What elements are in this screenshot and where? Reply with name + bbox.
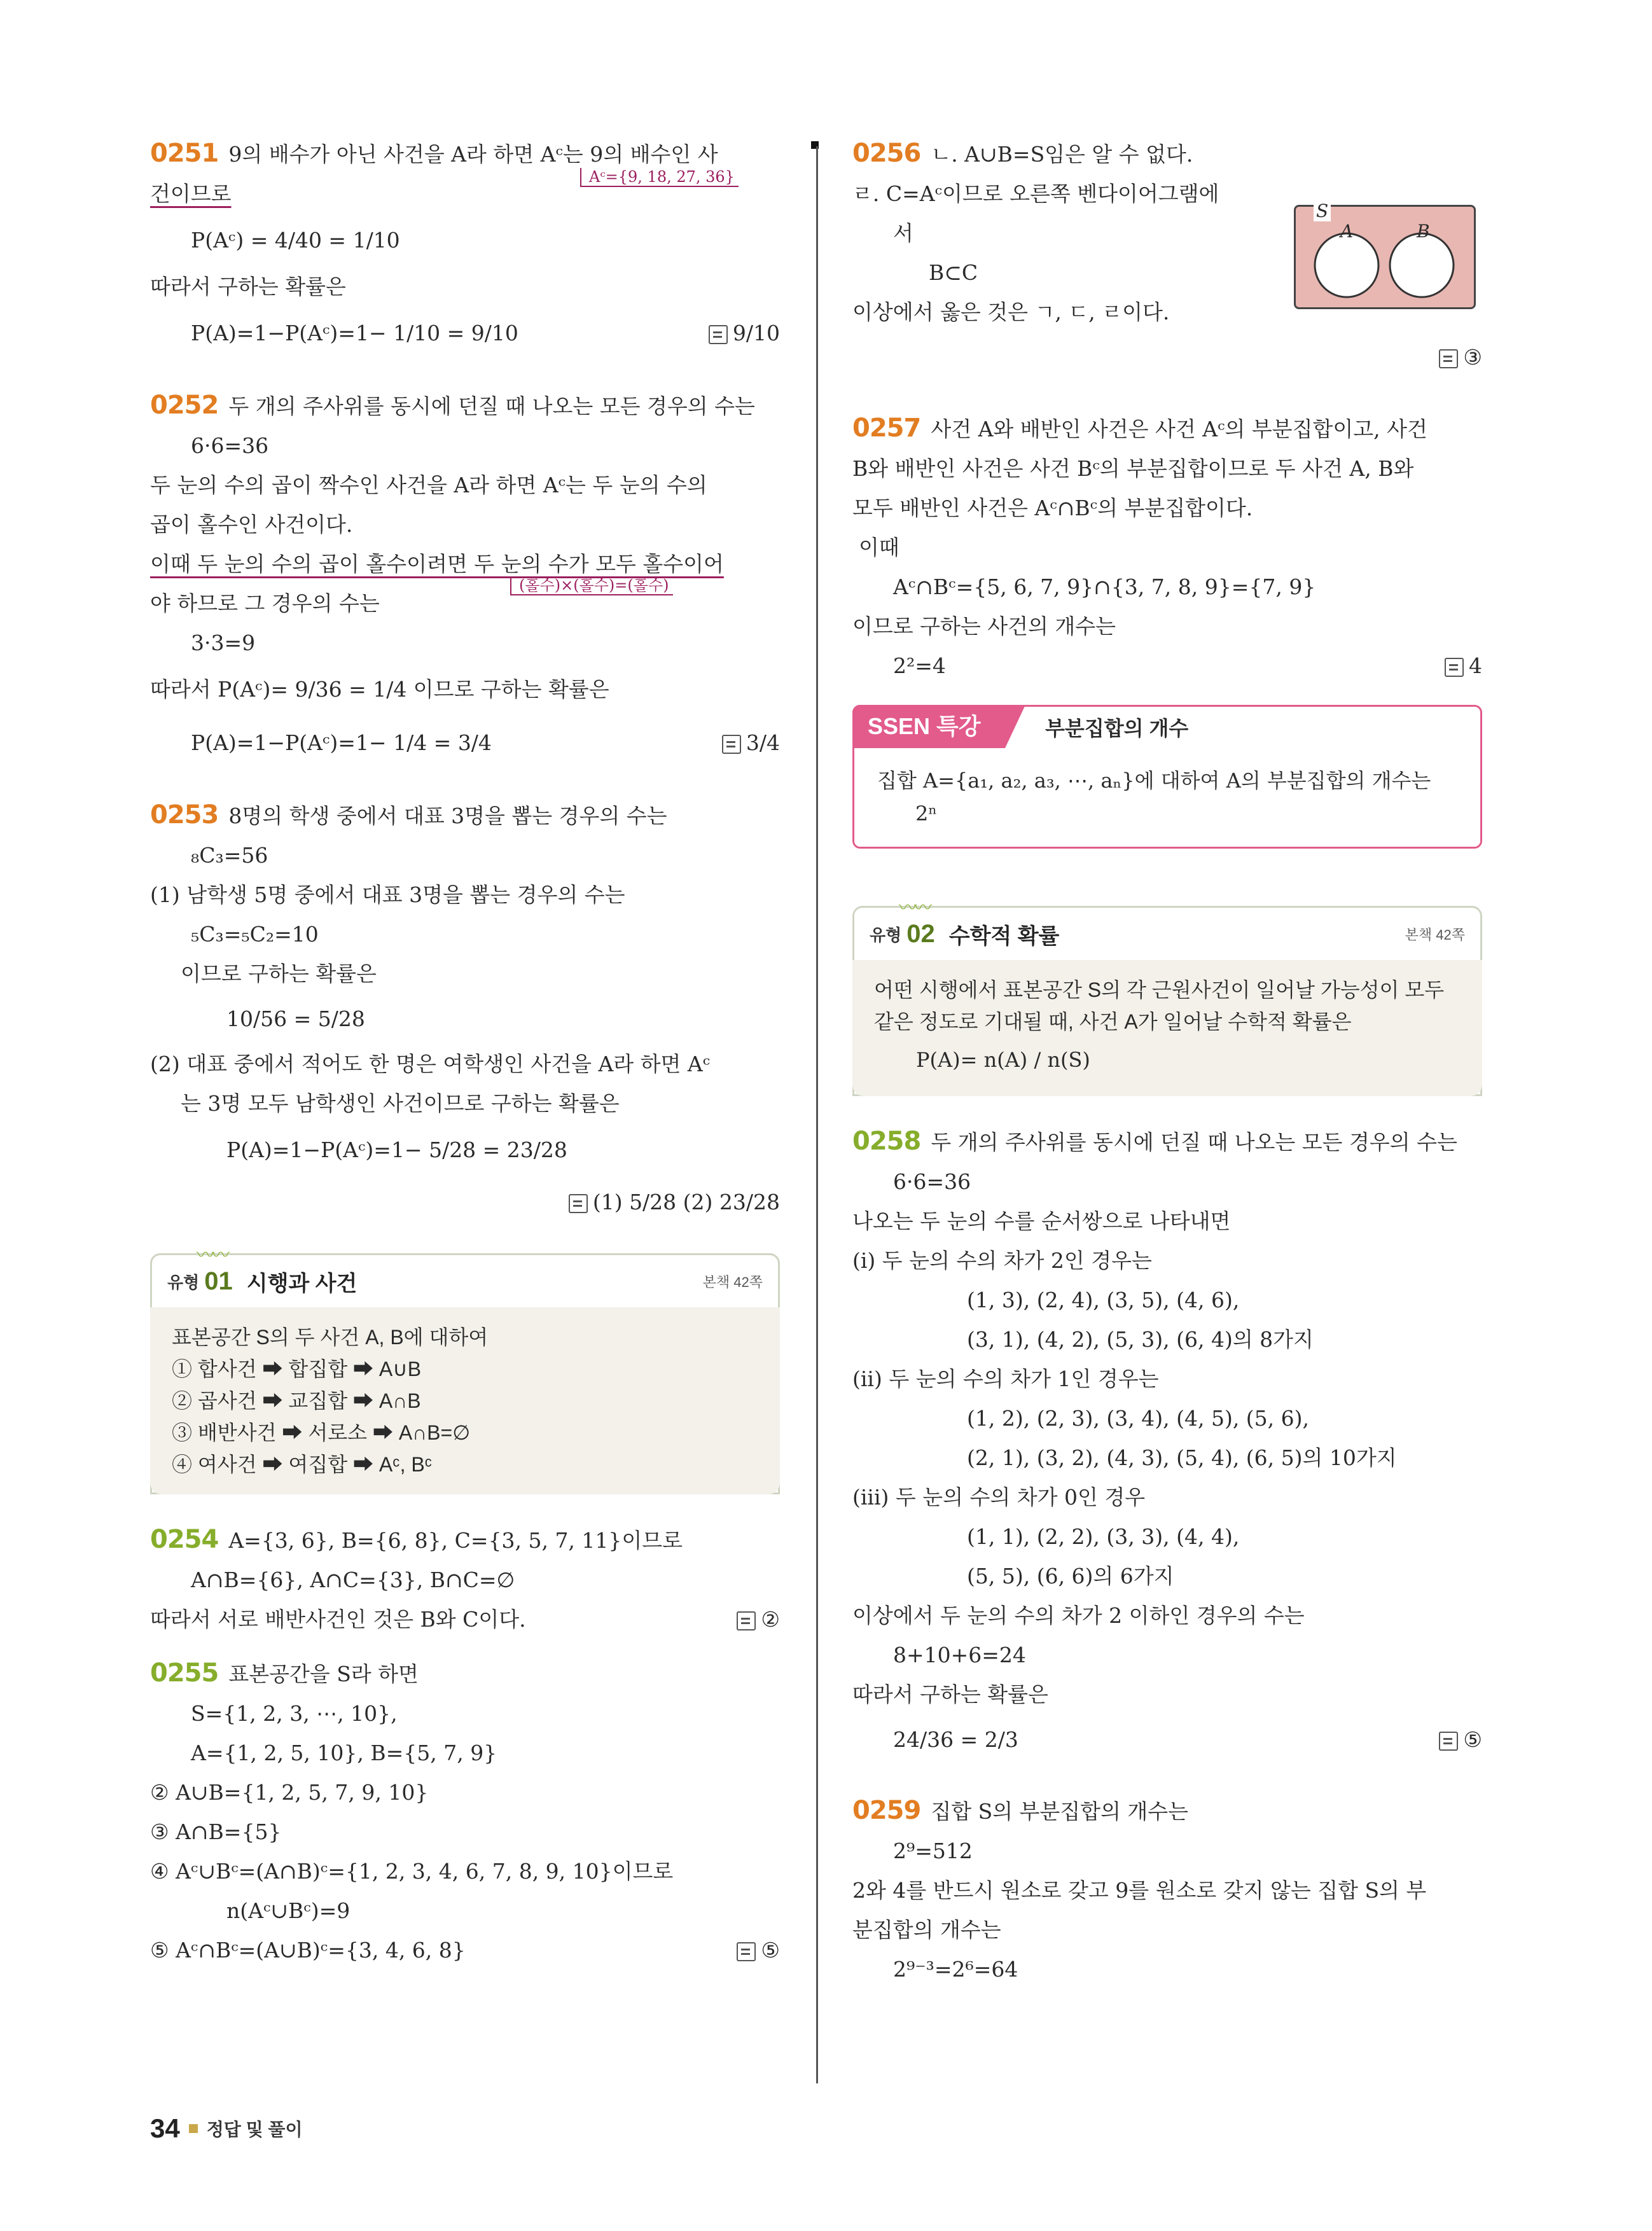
formula-line: P(A)=1−P(Aᶜ)=1− 1/4 = 3/4 [191,730,492,755]
text-line: ⑤ Aᶜ∩Bᶜ=(A∪B)ᶜ={3, 4, 6, 8} [150,1938,466,1963]
text-line: 같은 정도로 기대될 때, 사건 A가 일어날 수학적 확률은 [874,1010,1352,1033]
list-item: ② 곱사건 ➡ 교집합 ➡ A∩B [172,1389,421,1412]
formula-line: ₅C₃=₅C₂=10 [191,922,319,947]
problem-0257 [852,408,1482,686]
text-line: 표본공간을 S라 하면 [228,1662,419,1686]
answer-icon [737,1611,756,1630]
type-body [852,960,1482,1096]
venn-circle-a [1315,233,1378,297]
answer-icon [709,325,728,344]
problem-number: 0252 [150,391,219,420]
text-line: 야 하므로 그 경우의 수는 [150,591,380,616]
problem-0259 [852,1791,1482,1989]
page-reference: 본책 42쪽 [1405,926,1465,943]
venn-label-a: A [1340,221,1354,242]
answer-value: 4 [1469,653,1482,678]
formula-line: 2⁹⁻³=2⁶=64 [893,1957,1018,1982]
answer [722,716,780,770]
wavy-ornament-icon: 〰〰 [197,1244,228,1265]
text-line: (iii) 두 눈의 수의 차가 0인 경우 [852,1485,1146,1510]
problem-0254 [150,1520,780,1639]
formula-line: 8+10+6=24 [893,1643,1026,1667]
ssen-special-box [852,705,1482,849]
problem-number: 0258 [852,1127,921,1156]
answer [1439,345,1482,370]
ssen-badge: SSEN 특강 [852,705,1005,748]
problem-0252 [150,386,780,770]
problem-number: 0256 [852,139,921,168]
text-line: (i) 두 눈의 수의 차가 2인 경우는 [852,1248,1152,1273]
problem-0256 [852,134,1482,383]
ssen-body [877,764,1431,830]
answer-icon [569,1194,588,1213]
problem-number: 0251 [150,139,219,168]
text-line: 는 3명 모두 남학생인 사건이므로 구하는 확률은 [181,1091,620,1116]
formula-line: ₈C₃=56 [191,843,268,868]
list-item: ③ 배반사건 ➡ 서로소 ➡ A∩B=∅ [172,1421,471,1444]
text-line: 이상에서 두 눈의 수의 차가 2 이하인 경우의 수는 [852,1603,1305,1628]
formula-line: (3, 1), (4, 2), (5, 3), (6, 4)의 8가지 [967,1327,1314,1352]
text-line: 두 개의 주사위를 동시에 던질 때 나오는 모든 경우의 수는 [931,1130,1457,1155]
text-line: 이므로 구하는 확률은 [181,961,377,986]
problem-number: 0253 [150,800,219,830]
text-line: 8명의 학생 중에서 대표 3명을 뽑는 경우의 수는 [228,803,667,828]
formula-line: P(A)= n(A) / n(S) [916,1048,1090,1072]
answer [569,1190,780,1214]
answer [737,1600,780,1639]
formula-line: 10/56 = 5/28 [226,1006,365,1031]
type-title: 수학적 확률 [948,924,1060,949]
text-line: (2) 대표 중에서 적어도 한 명은 여학생인 사건을 A라 하면 Aᶜ [150,1052,711,1076]
problem-0251 [150,134,780,360]
answer-value: ⑤ [761,1938,780,1963]
formula-line: A∩B={6}, A∩C={3}, B∩C=∅ [191,1567,515,1592]
text-line: A={3, 6}, B={6, 8}, C={3, 5, 7, 11}이므로 [228,1528,683,1553]
formula-line: (1, 3), (2, 4), (3, 5), (4, 6), [967,1288,1240,1312]
text-line: 곱이 홀수인 사건이다. [150,512,353,537]
answer [1439,1714,1482,1765]
problem-number: 0255 [150,1658,219,1688]
answer-value: ⑤ [1463,1727,1482,1752]
answer [709,307,780,360]
text-line: 표본공간 S의 두 사건 A, B에 대하여 [172,1326,489,1349]
text-line: ③ A∩B={5} [150,1819,282,1844]
text-line: 따라서 구하는 확률은 [852,1682,1048,1707]
formula-line: Aᶜ∩Bᶜ={5, 6, 7, 9}∩{3, 7, 8, 9}={7, 9} [893,574,1316,599]
text-line: 집합 S의 부분집합의 개수는 [931,1799,1189,1824]
problem-number: 0254 [150,1525,219,1554]
square-bullet-icon [189,2124,198,2133]
type-label: 유형 [167,1272,200,1292]
left-column [150,134,780,1970]
page-number: 34 [150,2113,180,2143]
text-line: 어떤 시행에서 표본공간 S의 각 근원사건이 일어날 가능성이 모두 [874,978,1445,1001]
formula-line: 2ⁿ [915,802,938,826]
list-item: ④ 여사건 ➡ 여집합 ➡ Aᶜ, Bᶜ [172,1453,433,1476]
answer-icon [737,1942,756,1961]
type-title: 시행과 사건 [246,1271,357,1296]
annotation-note: (홀수)×(홀수)=(홀수) [510,576,673,595]
page-reference: 본책 42쪽 [702,1274,763,1290]
text-line: 나오는 두 눈의 수를 순서쌍으로 나타내면 [852,1209,1231,1234]
text-line: 2와 4를 반드시 원소로 갖고 9를 원소로 갖지 않는 집합 S의 부 [852,1878,1427,1903]
formula-line: (1, 1), (2, 2), (3, 3), (4, 4), [967,1524,1240,1549]
type-number: 01 [204,1267,233,1295]
venn-circle-b [1390,233,1454,297]
text-line: ㄴ. A∪B=S임은 알 수 없다. [931,142,1193,167]
text-line: 따라서 구하는 확률은 [150,274,346,299]
ssen-badge-tail [1005,705,1025,748]
right-column [852,134,1482,1989]
answer-icon [722,735,741,754]
text-line: 사건 A와 배반인 사건은 사건 Aᶜ의 부분집합이고, 사건 [931,417,1427,441]
formula-line: P(A)=1−P(Aᶜ)=1− 5/28 = 23/28 [226,1137,567,1162]
formula-line: 2⁹=512 [893,1838,973,1863]
text-line: ㄹ. C=Aᶜ이므로 오른쪽 벤다이어그램에 [852,181,1219,206]
text-line: (ii) 두 눈의 수의 차가 1인 경우는 [852,1366,1159,1391]
problem-0258 [852,1122,1482,1765]
type-02-box [852,897,1482,1096]
answer [1445,646,1482,686]
text-line: 분집합의 개수는 [852,1917,1001,1942]
answer-icon [1445,658,1464,677]
answer-value: 9/10 [732,321,780,345]
annotation-note: Aᶜ={9, 18, 27, 36} [580,168,739,187]
page-footer [150,2113,303,2144]
type-number: 02 [906,919,935,948]
answer-value: 3/4 [746,730,780,755]
problem-number: 0259 [852,1796,921,1825]
text-line: 이상에서 옳은 것은 ㄱ, ㄷ, ㄹ이다. [852,300,1170,324]
venn-label-s: S [1314,200,1331,221]
text-line: 이때 [859,535,899,560]
footer-title: 정답 및 풀이 [206,2120,303,2139]
venn-label-b: B [1417,221,1430,242]
text-line: B와 배반인 사건은 사건 Bᶜ의 부분집합이므로 두 사건 A, B와 [852,456,1414,481]
text-line: 모두 배반인 사건은 Aᶜ∩Bᶜ의 부분집합이다. [852,496,1253,520]
text-line: 집합 A={a₁, a₂, a₃, ⋯, aₙ}에 대하여 A의 부분집합의 개수는 [877,768,1431,793]
formula-line: 3·3=9 [191,630,256,655]
formula-line: 2²=4 [893,653,946,678]
formula-line: P(Aᶜ) = 4/40 = 1/10 [191,228,400,253]
answer-value: ③ [1463,345,1482,370]
formula-line: (5, 5), (6, 6)의 6가지 [967,1564,1174,1588]
formula-line: A={1, 2, 5, 10}, B={5, 7, 9} [191,1741,497,1765]
problem-0253 [150,795,780,1228]
type-label: 유형 [870,925,902,945]
formula-line: B⊂C [929,260,978,285]
text-line: 두 개의 주사위를 동시에 던질 때 나오는 모든 경우의 수는 [228,394,755,419]
answer-icon [1439,349,1458,368]
venn-diagram [1294,200,1476,309]
formula-line: (2, 1), (3, 2), (4, 3), (5, 4), (6, 5)의 10가지 [967,1445,1397,1470]
answer [737,1931,780,1970]
wavy-ornament-icon: 〰〰 [899,897,930,918]
text-line: 이므로 구하는 사건의 개수는 [852,614,1116,639]
text-line: 두 눈의 수의 곱이 짝수인 사건을 A라 하면 Aᶜ는 두 눈의 수의 [150,473,707,497]
column-divider [816,146,818,2083]
text-line: ④ Aᶜ∪Bᶜ=(A∩B)ᶜ={1, 2, 3, 4, 6, 7, 8, 9, 10}이므로 [150,1859,674,1884]
formula-line: n(Aᶜ∪Bᶜ)=9 [226,1898,351,1923]
text-line: 9의 배수가 아닌 사건을 A라 하면 Aᶜ는 9의 배수인 사 [228,142,718,167]
formula-line: (1, 2), (2, 3), (3, 4), (4, 5), (5, 6), [967,1406,1310,1431]
formula-line: 6·6=36 [893,1169,971,1194]
text-line: 따라서 P(Aᶜ)= 9/36 = 1/4 이므로 구하는 확률은 [150,677,609,702]
text-line: 따라서 서로 배반사건인 것은 B와 C이다. [150,1607,526,1632]
text-line: 건이므로 [150,181,232,206]
text-line: 이때 두 눈의 수의 곱이 홀수이려면 두 눈의 수가 모두 홀수이어 [150,552,724,576]
problem-number: 0257 [852,414,921,443]
type-body [150,1307,780,1494]
text-line: ② A∪B={1, 2, 5, 7, 9, 10} [150,1780,429,1805]
ssen-title: 부분집합의 개수 [1045,717,1189,740]
text-line: 서 [893,221,913,246]
answer-icon [1439,1732,1458,1751]
type-01-box [150,1244,780,1494]
formula-line: 24/36 = 2/3 [893,1727,1018,1752]
formula-line: P(A)=1−P(Aᶜ)=1− 1/10 = 9/10 [191,321,518,345]
formula-line: S={1, 2, 3, ⋯, 10}, [191,1701,398,1726]
formula-line: 6·6=36 [191,433,269,458]
answer-value: ② [761,1607,780,1632]
problem-0255 [150,1653,780,1970]
answer-value: (1) 5/28 (2) 23/28 [592,1190,780,1214]
text-line: (1) 남학생 5명 중에서 대표 3명을 뽑는 경우의 수는 [150,882,625,907]
list-item: ① 합사건 ➡ 합집합 ➡ A∪B [172,1358,422,1380]
